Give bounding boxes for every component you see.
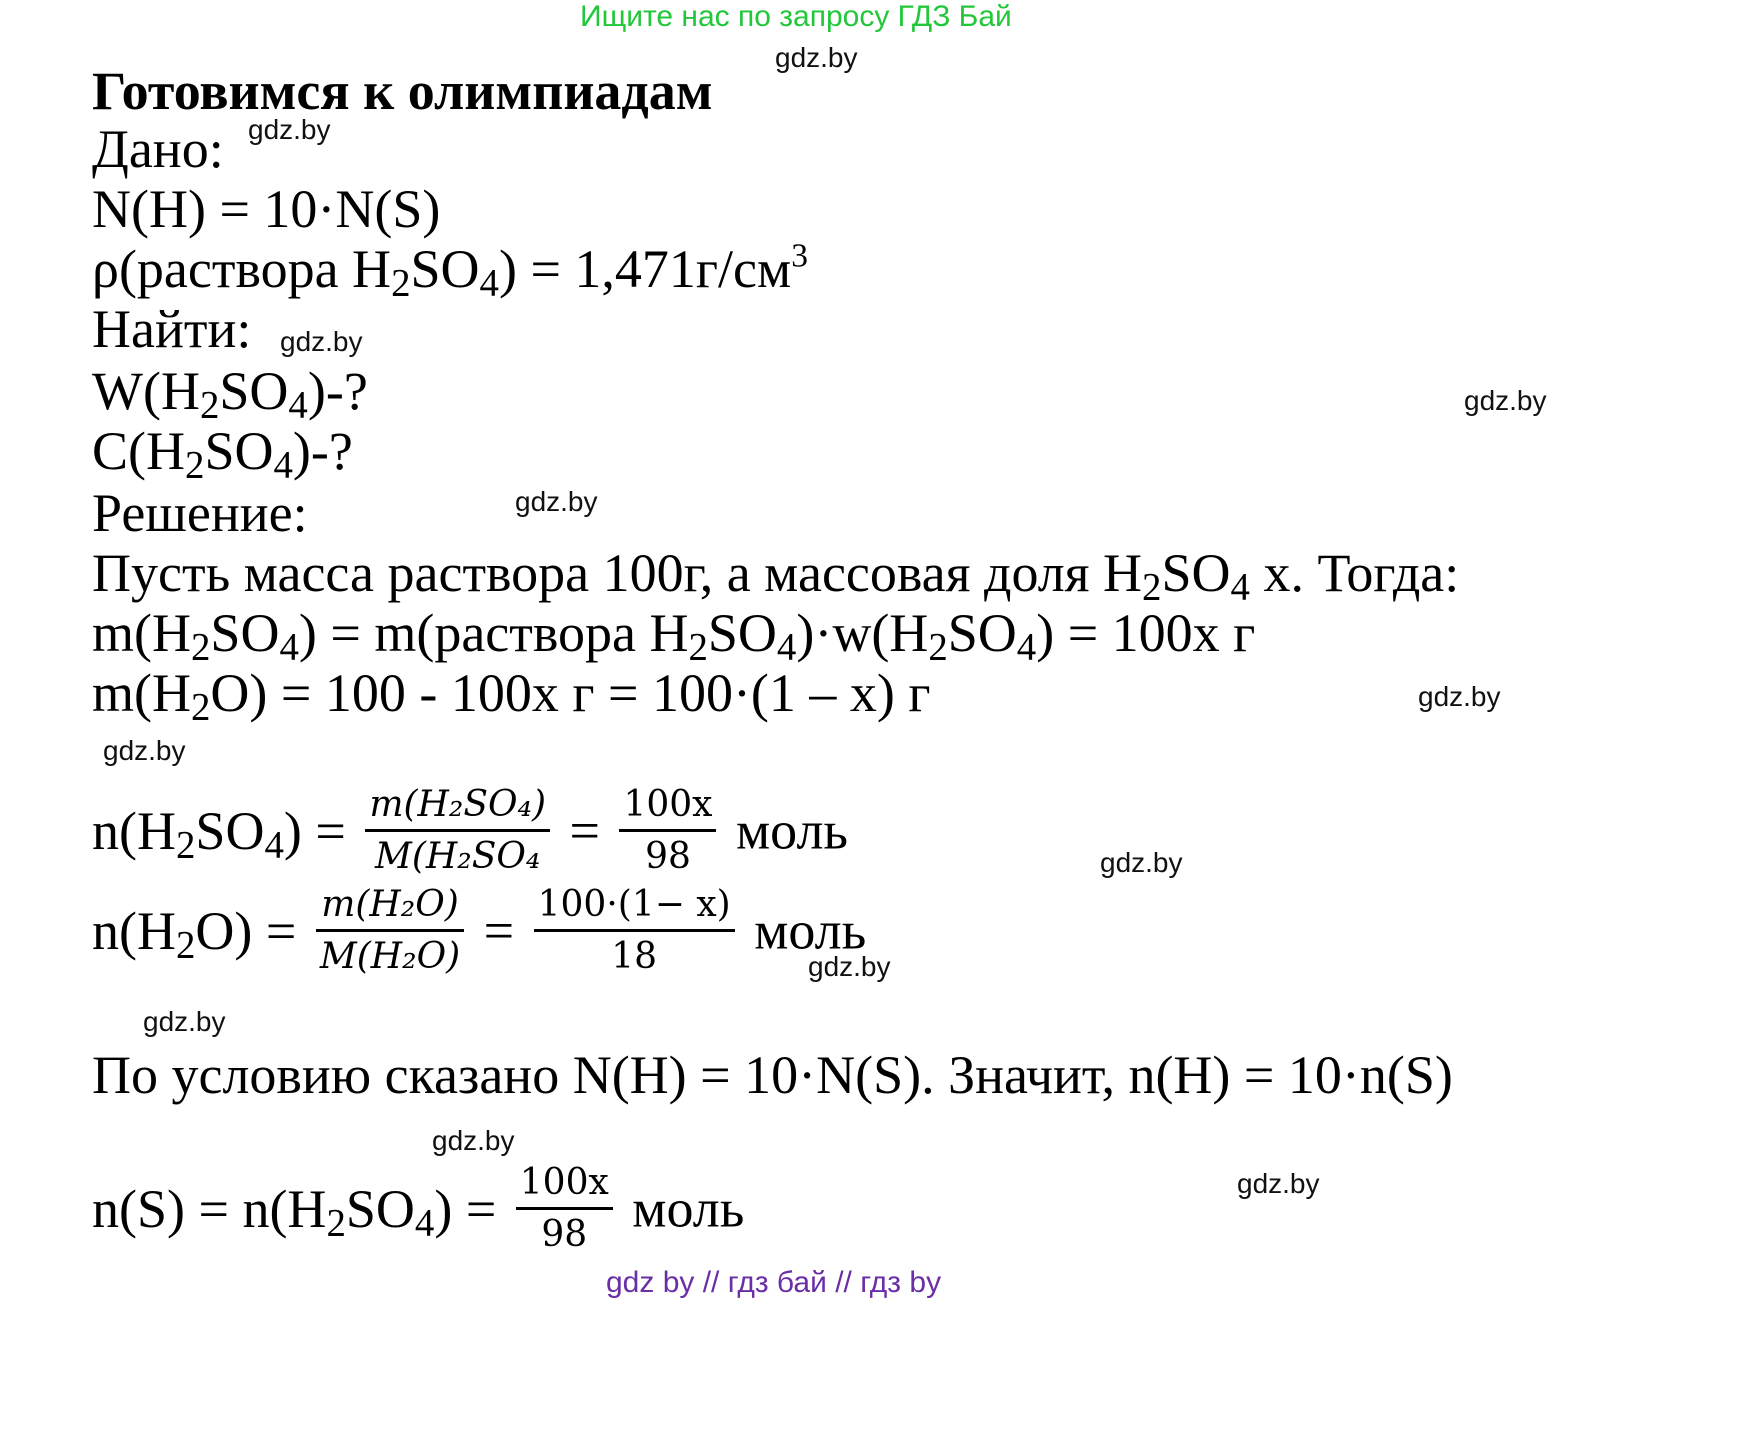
footer-links: gdz by // гдз бай // гдз by bbox=[606, 1266, 942, 1299]
find-label: Найти: bbox=[92, 299, 252, 359]
formula-n-s: $n(S) = n(H_2SO_4)$ = $\frac{100x}{98}$ моль bbox=[92, 1162, 745, 1255]
watermark: gdz.by bbox=[1237, 1168, 1320, 1199]
condition-line: По условию сказано N(H) = 10·N(S). Значит, n(H) = 10·n(S) bbox=[92, 1045, 1453, 1105]
top-banner: Ищите нас по запросу ГДЗ Бай bbox=[580, 0, 1012, 33]
watermark: gdz.by bbox=[515, 486, 598, 517]
find-line-c: $C(H_2SO_4)-$? bbox=[92, 421, 353, 487]
watermark: gdz.by bbox=[103, 735, 186, 766]
formula-n-h2o: $n(H_2O)$ = $\frac{\text{m(H₂O)}}{\text{M(H₂O)}}$ = $\frac{100\cdot(1- x)}{18}$ моль bbox=[92, 884, 867, 977]
given-line-1: N(H) = 10·N(S) bbox=[92, 179, 441, 239]
formula-n-h2so4: $n(H_2SO_4)$ = $\frac{\text{m(H₂SO₄)}}{\text{M(H₂SO₄}}$ = $\frac{100x}{98}$ моль bbox=[92, 784, 849, 877]
watermark: gdz.by bbox=[808, 951, 891, 982]
fraction: $\frac{\text{m(H₂SO₄)}}{\text{M(H₂SO₄}}$ bbox=[365, 782, 550, 879]
solution-label: Решение: bbox=[92, 483, 308, 543]
watermark: gdz.by bbox=[1100, 847, 1183, 878]
fraction: $\frac{100x}{98}$ bbox=[516, 1160, 613, 1257]
given-line-2: ρ(раствора $H_2SO_4) = 1,471г/см^3$ bbox=[92, 237, 808, 305]
given-label: Дано: bbox=[92, 119, 224, 179]
watermark: gdz.by bbox=[1464, 385, 1547, 416]
watermark: gdz.by bbox=[775, 42, 858, 73]
watermark: gdz.by bbox=[432, 1125, 515, 1156]
solution-line-2: $m(H_2SO_4)$ = m(раствора $H_2SO_4)\cdot w(H_2SO_4) = 100x$ г bbox=[92, 603, 1256, 669]
watermark: gdz.by bbox=[1418, 681, 1501, 712]
find-line-w: $W(H_2SO_4)-$? bbox=[92, 361, 368, 427]
watermark: gdz.by bbox=[248, 114, 331, 145]
fraction: $\frac{100\cdot(1- x)}{18}$ bbox=[534, 882, 735, 979]
watermark: gdz.by bbox=[143, 1006, 226, 1037]
fraction: $\frac{\text{m(H₂O)}}{\text{M(H₂O)}}$ bbox=[316, 882, 464, 979]
watermark: gdz.by bbox=[280, 326, 363, 357]
solution-line-3: $m(H_2O) = 100 - 100x$ г = 100·(1 – x) г bbox=[92, 663, 931, 729]
fraction: $\frac{100x}{98}$ bbox=[619, 782, 716, 879]
solution-line-1: Пусть масса раствора 100г, а массовая доля $H_2SO_4$ x. Тогда: bbox=[92, 543, 1460, 609]
page-title: Готовимся к олимпиадам bbox=[92, 61, 713, 121]
